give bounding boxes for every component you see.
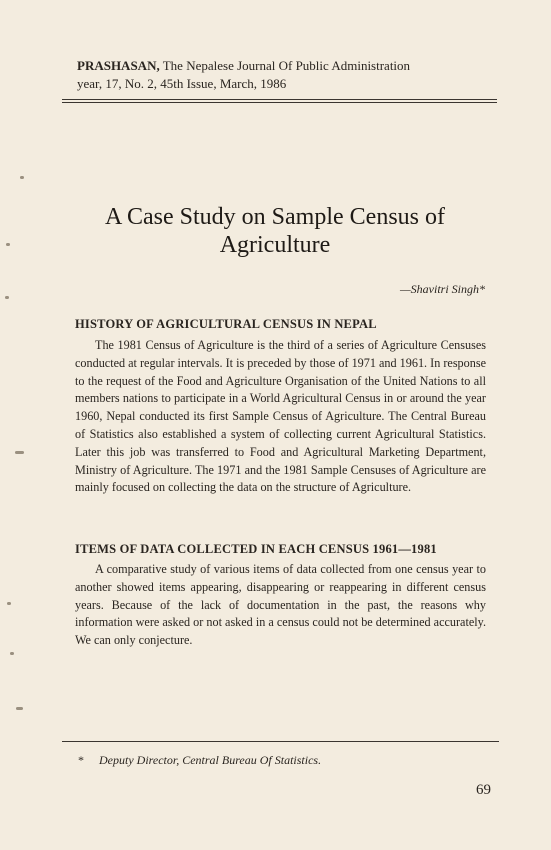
page-number: 69 <box>476 782 491 798</box>
section-paragraph-history: The 1981 Census of Agriculture is the third of a series of Agriculture Censuses conducted at regular intervals. It is preceded by those of 1971 and 1961. In response to the request of the Food and Agriculture Organisation of the United Nations to all members nations to participate in a World Agricultural Census in or around the year 1960, Nepal conducted its first Sample Census of Agriculture. The Central Bureau of Statistics also established a system of collecting current Agricultural Statistics. Later this job was transferred to Food and Agricultural Marketing Department, Ministry of Agriculture. The 1971 and the 1981 Sample Censuses of Agriculture are mainly focused on collecting the data on the structure of Agriculture. <box>75 338 486 495</box>
footnote-rule <box>62 741 499 742</box>
footnote <box>78 753 498 768</box>
journal-name: PRASHASAN, <box>77 58 160 73</box>
header-rule <box>62 99 497 100</box>
margin-speck <box>7 602 11 605</box>
footnote-mark: * <box>78 753 84 767</box>
margin-speck <box>10 652 14 655</box>
section-heading-items: ITEMS OF DATA COLLECTED IN EACH CENSUS 1961—1981 <box>75 542 437 556</box>
journal-subtitle: The Nepalese Journal Of Public Administration <box>162 58 411 73</box>
journal-title-line <box>77 57 497 75</box>
margin-speck <box>16 707 23 710</box>
article-title-line-1: A Case Study on Sample Census of <box>105 204 445 230</box>
margin-speck <box>15 451 24 454</box>
footnote-text: Deputy Director, Central Bureau Of Statistics. <box>99 753 322 767</box>
article-title <box>60 203 490 259</box>
margin-speck <box>6 243 10 246</box>
journal-header <box>77 57 497 93</box>
article-title-line-2: Agriculture <box>219 232 331 258</box>
margin-speck <box>5 296 9 299</box>
header-rule-double <box>62 102 497 103</box>
margin-speck <box>20 176 24 179</box>
section-heading-history: HISTORY OF AGRICULTURAL CENSUS IN NEPAL <box>75 317 377 331</box>
issue-line: year, 17, No. 2, 45th Issue, March, 1986 <box>77 76 287 91</box>
section-paragraph-items: A comparative study of various items of data collected from one census year to another showed items appearing, disappearing or reappearing in different census years. Because of the lack of documentation in the past, the reasons why information were asked or not asked in a census could not be determined accurately. We can only conjecture. <box>75 562 486 648</box>
author-byline: —Shavitri Singh* <box>399 282 485 296</box>
